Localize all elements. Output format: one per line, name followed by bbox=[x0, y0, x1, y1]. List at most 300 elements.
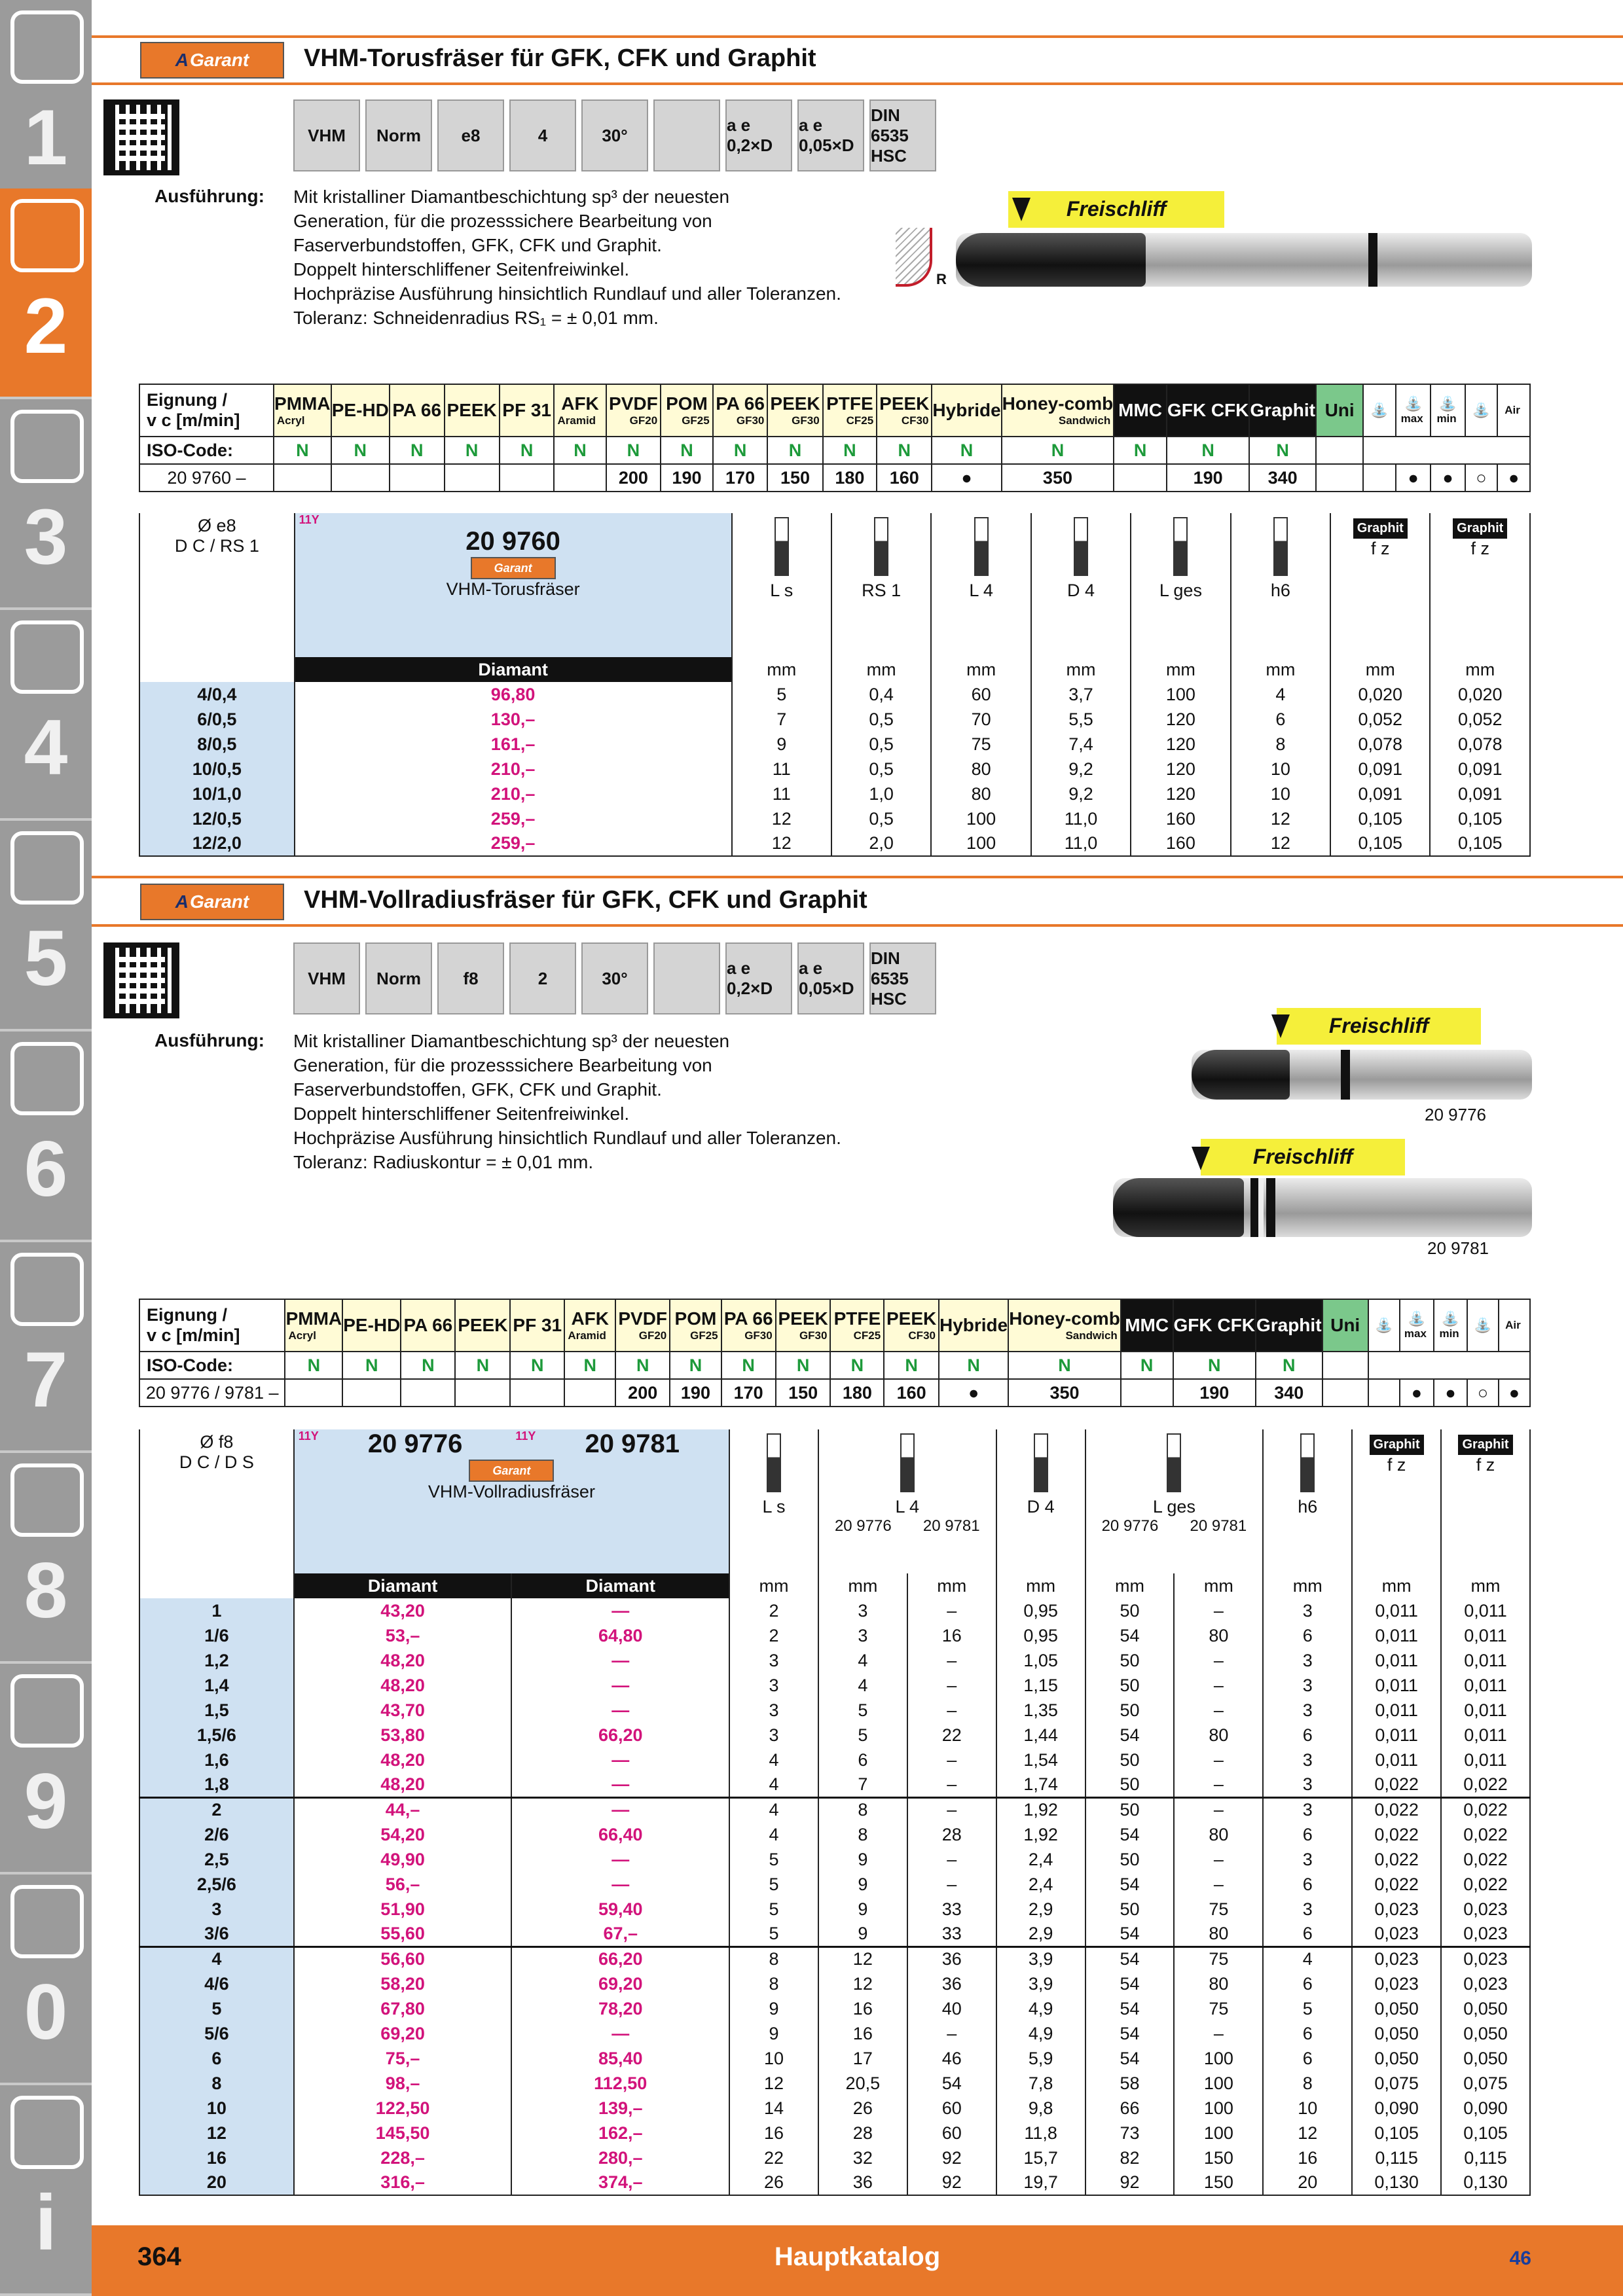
iso-value: N bbox=[721, 1352, 776, 1379]
cell: – bbox=[1174, 1748, 1263, 1772]
material-sub: Acryl bbox=[288, 1329, 316, 1342]
vc-value: 340 bbox=[1256, 1379, 1322, 1407]
material-header bbox=[721, 1299, 776, 1352]
cell: 5,5 bbox=[1031, 707, 1131, 732]
material-grade: CF30 bbox=[908, 1329, 936, 1342]
table-row[interactable] bbox=[139, 1897, 1530, 1922]
cell: – bbox=[907, 1748, 996, 1772]
cell: 150 bbox=[1174, 2145, 1263, 2170]
iso-value: N bbox=[1008, 1352, 1121, 1379]
property-icon-label: a e 0,05×D bbox=[799, 115, 854, 155]
iso-value: N bbox=[877, 437, 932, 464]
cell: 12 bbox=[818, 1971, 907, 1996]
table-row[interactable] bbox=[139, 757, 1530, 781]
iso-value: N bbox=[500, 437, 555, 464]
table-row[interactable] bbox=[139, 1748, 1530, 1772]
cell: 50 bbox=[1085, 1673, 1175, 1698]
vc-value bbox=[455, 1379, 510, 1407]
cell: 92 bbox=[1085, 2170, 1175, 2195]
property-icon-1 bbox=[365, 99, 432, 171]
cell: 0,075 bbox=[1352, 2071, 1441, 2096]
dimension-label: L ges bbox=[1159, 581, 1202, 600]
cell: 0,011 bbox=[1441, 1748, 1530, 1772]
tool-dim-icon bbox=[775, 517, 789, 576]
unit-label: mm bbox=[1131, 657, 1230, 682]
cell: 12 bbox=[732, 831, 831, 856]
iso-value: N bbox=[606, 437, 661, 464]
cell: 48,20 bbox=[294, 1673, 512, 1698]
cell: 6 bbox=[818, 1748, 907, 1772]
chapter-tab-1[interactable] bbox=[0, 188, 92, 399]
cell: 20,5 bbox=[818, 2071, 907, 2096]
cell: 11 bbox=[732, 781, 831, 806]
iso-value bbox=[1316, 437, 1363, 464]
coolant-icon: ⛲ bbox=[1441, 1310, 1460, 1327]
table-row[interactable] bbox=[139, 2121, 1530, 2145]
cell: — bbox=[511, 2021, 729, 2046]
unit-label: mm bbox=[729, 1573, 818, 1598]
material-header bbox=[1114, 384, 1167, 437]
section-rule-bottom bbox=[92, 82, 1623, 85]
sub-label: 20 9776 bbox=[834, 1517, 892, 1535]
cell: 0,091 bbox=[1430, 781, 1530, 806]
chapter-number: 8 bbox=[24, 1547, 68, 1634]
tool-dim-icon bbox=[1034, 1433, 1048, 1492]
cell: 54 bbox=[1085, 2021, 1175, 2046]
sub-label: 20 9781 bbox=[922, 1517, 980, 1535]
vc-value bbox=[342, 1379, 401, 1407]
cell: – bbox=[1174, 1797, 1263, 1822]
material-name: Hybride bbox=[932, 400, 1001, 420]
material-name: PEEK bbox=[778, 1308, 828, 1329]
coolant-value: ○ bbox=[1465, 464, 1498, 492]
cell: 58 bbox=[1085, 2071, 1175, 2096]
radius-profile-icon bbox=[896, 228, 932, 287]
cell: 80 bbox=[1174, 1723, 1263, 1748]
vc-value bbox=[285, 1379, 342, 1407]
cell: 10/1,0 bbox=[139, 781, 295, 806]
ausfuehrung-text bbox=[293, 185, 922, 330]
table-row[interactable] bbox=[139, 1971, 1530, 1996]
graphit-icon: Graphit bbox=[1453, 518, 1507, 539]
vc-value bbox=[554, 464, 606, 492]
cell: – bbox=[907, 1797, 996, 1822]
cell: 54 bbox=[1085, 2046, 1175, 2071]
iso-value: N bbox=[1256, 1352, 1322, 1379]
cell: 20 bbox=[1263, 2170, 1352, 2195]
material-name: PA 66 bbox=[403, 1315, 453, 1335]
vc-value: 180 bbox=[823, 464, 877, 492]
cell: 0,115 bbox=[1352, 2145, 1441, 2170]
dimension-label: L s bbox=[770, 581, 793, 600]
material-name: AFK bbox=[561, 393, 599, 414]
cell: 58,20 bbox=[294, 1971, 512, 1996]
material-header bbox=[1316, 384, 1363, 437]
chapter-number: 1 bbox=[24, 94, 68, 181]
table-row[interactable] bbox=[139, 732, 1530, 757]
table-row[interactable] bbox=[139, 1872, 1530, 1897]
iso-value: N bbox=[1114, 437, 1167, 464]
iso-value: N bbox=[445, 437, 500, 464]
cell: 0,050 bbox=[1352, 2046, 1441, 2071]
cell: 1,5 bbox=[139, 1698, 294, 1723]
cell: 92 bbox=[907, 2170, 996, 2195]
freischliff-arrow-icon bbox=[1192, 1147, 1210, 1170]
cell: 0,090 bbox=[1352, 2096, 1441, 2121]
diameter-class: Ø f8 bbox=[200, 1432, 234, 1452]
code-tag: 11Y bbox=[298, 1429, 319, 1443]
cell: 100 bbox=[1131, 682, 1230, 707]
cell: 0,091 bbox=[1330, 781, 1430, 806]
eignung-label bbox=[139, 384, 274, 437]
cell: 12 bbox=[732, 806, 831, 831]
material-name: GFK CFK bbox=[1173, 1315, 1255, 1335]
cell: 7,8 bbox=[996, 2071, 1085, 2096]
ausfuehrung-line: Faserverbundstoffen, GFK, CFK und Graphit. bbox=[293, 1079, 662, 1100]
cell: 210,– bbox=[295, 781, 732, 806]
tool-name: VHM-Vollradiusfräser bbox=[428, 1482, 595, 1501]
material-name: Uni bbox=[1324, 400, 1355, 420]
vc-value bbox=[274, 464, 331, 492]
cell: 6 bbox=[1231, 707, 1330, 732]
material-name: PA 66 bbox=[723, 1308, 773, 1329]
ausfuehrung-line: Generation, für die prozesssichere Bearbeitung von bbox=[293, 211, 712, 231]
cell: 14 bbox=[729, 2096, 818, 2121]
vc-value bbox=[331, 464, 390, 492]
coolant-empty bbox=[1368, 1352, 1530, 1379]
cell: 228,– bbox=[294, 2145, 512, 2170]
cell: 60 bbox=[931, 682, 1030, 707]
chapter-tab-9[interactable] bbox=[0, 1874, 92, 2085]
cell: 0,050 bbox=[1441, 2046, 1530, 2071]
vc-value: 190 bbox=[670, 1379, 721, 1407]
coolant-header bbox=[1465, 384, 1498, 437]
dimension-header bbox=[831, 513, 931, 657]
material-name: MMC bbox=[1118, 400, 1163, 420]
table-row[interactable] bbox=[139, 831, 1530, 856]
table-row[interactable] bbox=[139, 1996, 1530, 2021]
property-icon-5 bbox=[653, 942, 720, 1014]
cell: 53,– bbox=[294, 1623, 512, 1648]
table-row[interactable] bbox=[139, 1847, 1530, 1872]
material-sub: Aramid bbox=[568, 1329, 606, 1342]
material-grade: GF30 bbox=[736, 414, 765, 427]
code-tag: 11Y bbox=[299, 513, 319, 526]
material-header bbox=[767, 384, 822, 437]
cell: 46 bbox=[907, 2046, 996, 2071]
table-row[interactable] bbox=[139, 2145, 1530, 2170]
material-name: PTFE bbox=[833, 1308, 881, 1329]
cell: 210,– bbox=[295, 757, 732, 781]
cell: – bbox=[907, 2021, 996, 2046]
cell: 43,20 bbox=[294, 1598, 512, 1623]
cell: 16 bbox=[818, 2021, 907, 2046]
cell: 4 bbox=[729, 1822, 818, 1847]
table-row[interactable] bbox=[139, 1723, 1530, 1748]
cell: 36 bbox=[818, 2170, 907, 2195]
eignung-table-2 bbox=[139, 1299, 1531, 1407]
table-row[interactable] bbox=[139, 1648, 1530, 1673]
cell: 150 bbox=[1174, 2170, 1263, 2195]
chapter-tab-7[interactable] bbox=[0, 1453, 92, 1664]
vc-value: 340 bbox=[1249, 464, 1316, 492]
cell: 0,011 bbox=[1441, 1673, 1530, 1698]
cell: 100 bbox=[1174, 2071, 1263, 2096]
material-header bbox=[776, 1299, 831, 1352]
dimension-label: h6 bbox=[1298, 1497, 1318, 1516]
cell: – bbox=[907, 1872, 996, 1897]
unit-label: mm bbox=[1085, 1573, 1175, 1598]
vc-value: ● bbox=[932, 464, 1001, 492]
chapter-icon bbox=[10, 2096, 84, 2169]
cell: 0,023 bbox=[1352, 1922, 1441, 1946]
dimension-header bbox=[1330, 513, 1430, 657]
vc-value: 200 bbox=[606, 464, 661, 492]
cell: – bbox=[907, 1698, 996, 1723]
property-icon-label: 4 bbox=[538, 125, 548, 145]
unit-label: mm bbox=[1174, 1573, 1263, 1598]
table-row[interactable] bbox=[139, 2096, 1530, 2121]
material-grade: CF25 bbox=[853, 1329, 881, 1342]
coolant-header bbox=[1467, 1299, 1499, 1352]
material-grade: GF30 bbox=[799, 1329, 828, 1342]
table-row[interactable] bbox=[139, 781, 1530, 806]
cell: 50 bbox=[1085, 1748, 1175, 1772]
dimension-label: L 4 bbox=[895, 1497, 920, 1516]
cell: 3 bbox=[729, 1673, 818, 1698]
ausfuehrung-line: Hochpräzise Ausführung hinsichtlich Rundlauf und aller Toleranzen. bbox=[293, 1128, 841, 1148]
property-icon-label: f8 bbox=[463, 968, 479, 988]
cell: 0,022 bbox=[1441, 1847, 1530, 1872]
cell: 4/0,4 bbox=[139, 682, 295, 707]
table-row[interactable] bbox=[139, 1623, 1530, 1648]
cell: 145,50 bbox=[294, 2121, 512, 2145]
property-icon-7 bbox=[797, 99, 864, 171]
vc-value bbox=[445, 464, 500, 492]
table-row[interactable] bbox=[139, 2046, 1530, 2071]
cell: 0,050 bbox=[1441, 1996, 1530, 2021]
cell: 11,0 bbox=[1031, 831, 1131, 856]
cell: 60 bbox=[907, 2096, 996, 2121]
material-header bbox=[445, 384, 500, 437]
eignung-table-1 bbox=[139, 384, 1531, 492]
cell: 66,20 bbox=[511, 1946, 729, 1971]
cell: 2 bbox=[729, 1598, 818, 1623]
dimension-label: RS 1 bbox=[862, 581, 902, 600]
cell: 6 bbox=[1263, 1723, 1352, 1748]
cell: 0,95 bbox=[996, 1598, 1085, 1623]
ausfuehrung-line: Mit kristalliner Diamantbeschichtung sp³ der neuesten bbox=[293, 1031, 730, 1051]
table-row[interactable] bbox=[139, 1922, 1530, 1946]
chapter-tab-10[interactable] bbox=[0, 2085, 92, 2296]
cell: 15,7 bbox=[996, 2145, 1085, 2170]
qr-code[interactable] bbox=[103, 99, 179, 175]
table-row[interactable] bbox=[139, 1598, 1530, 1623]
chapter-tab-8[interactable] bbox=[0, 1664, 92, 1874]
chapter-icon bbox=[10, 1885, 84, 1958]
cell: 0,023 bbox=[1441, 1922, 1530, 1946]
dimension-label: f z bbox=[1476, 1455, 1495, 1475]
coolant-icon: ⛲ bbox=[1474, 1317, 1492, 1333]
iso-value: N bbox=[830, 1352, 884, 1379]
cell: 0,011 bbox=[1352, 1698, 1441, 1723]
cell: 75 bbox=[931, 732, 1030, 757]
cell: 80 bbox=[1174, 1623, 1263, 1648]
chapter-icon bbox=[10, 620, 84, 694]
table-row[interactable] bbox=[139, 2170, 1530, 2195]
chapter-tab-6[interactable] bbox=[0, 1242, 92, 1453]
material-header bbox=[606, 384, 661, 437]
graphit-icon: Graphit bbox=[1353, 518, 1408, 539]
coolant-header bbox=[1497, 384, 1530, 437]
table-row[interactable] bbox=[139, 806, 1530, 831]
vc-value: 160 bbox=[877, 464, 932, 492]
chapter-tab-4[interactable] bbox=[0, 821, 92, 1031]
chapter-icon bbox=[10, 1042, 84, 1115]
cell: 3,9 bbox=[996, 1946, 1085, 1971]
cell: 3 bbox=[1263, 1673, 1352, 1698]
coating-header: Diamant bbox=[511, 1573, 729, 1598]
material-header bbox=[564, 1299, 615, 1352]
chapter-tab-5[interactable] bbox=[0, 1031, 92, 1242]
garant-logo: Garant bbox=[469, 1460, 554, 1482]
coolant-icon: ⛲ bbox=[1408, 1310, 1426, 1327]
table-row[interactable] bbox=[139, 682, 1530, 707]
table-row[interactable] bbox=[139, 1772, 1530, 1797]
eignung-label-line: Eignung / bbox=[147, 390, 227, 410]
cell: 96,80 bbox=[295, 682, 732, 707]
unit-label: mm bbox=[818, 1573, 907, 1598]
cell: 259,– bbox=[295, 806, 732, 831]
eignung-label bbox=[139, 1299, 285, 1352]
coolant-icon: ⛲ bbox=[1370, 402, 1389, 418]
chapter-number: 6 bbox=[24, 1125, 68, 1213]
cell: 12 bbox=[818, 1946, 907, 1971]
property-icon-label: DIN 6535 HSC bbox=[871, 948, 909, 1009]
cell: 1,8 bbox=[139, 1772, 294, 1797]
table-row[interactable] bbox=[139, 2021, 1530, 2046]
vc-value: 150 bbox=[767, 464, 822, 492]
cell: 0,011 bbox=[1352, 1673, 1441, 1698]
coolant-label: Air bbox=[1505, 1319, 1521, 1331]
cell: 8 bbox=[818, 1822, 907, 1847]
cell: 9,8 bbox=[996, 2096, 1085, 2121]
vc-value: 170 bbox=[713, 464, 768, 492]
chapter-tab-3[interactable] bbox=[0, 610, 92, 821]
table-row[interactable] bbox=[139, 707, 1530, 732]
cell: 8/0,5 bbox=[139, 732, 295, 757]
cell: 100 bbox=[931, 831, 1030, 856]
cell: 3 bbox=[818, 1598, 907, 1623]
cell: 12/0,5 bbox=[139, 806, 295, 831]
article-code: 20 9760 – bbox=[139, 464, 274, 492]
cell: 75 bbox=[1174, 1897, 1263, 1922]
cell: 50 bbox=[1085, 1598, 1175, 1623]
cell: 10 bbox=[729, 2046, 818, 2071]
cell: – bbox=[1174, 1872, 1263, 1897]
cell: 3 bbox=[818, 1623, 907, 1648]
cell: 67,– bbox=[511, 1922, 729, 1946]
material-name: POM bbox=[666, 393, 708, 414]
table-row[interactable] bbox=[139, 1797, 1530, 1822]
vc-value: 350 bbox=[1008, 1379, 1121, 1407]
qr-code[interactable] bbox=[103, 942, 179, 1018]
coolant-label: max bbox=[1404, 1327, 1427, 1340]
cell: 0,011 bbox=[1441, 1648, 1530, 1673]
cell: 0,011 bbox=[1352, 1598, 1441, 1623]
table-row[interactable] bbox=[139, 2071, 1530, 2096]
cell: 0,022 bbox=[1441, 1797, 1530, 1822]
cell: 2/6 bbox=[139, 1822, 294, 1847]
cell: 280,– bbox=[511, 2145, 729, 2170]
cell: 0,078 bbox=[1430, 732, 1530, 757]
cell: 2 bbox=[729, 1623, 818, 1648]
vc-value: 150 bbox=[776, 1379, 831, 1407]
dimension-label: f z bbox=[1470, 539, 1489, 558]
material-name: PE-HD bbox=[331, 400, 389, 420]
dimension-header bbox=[1263, 1429, 1352, 1573]
material-grade: GF20 bbox=[629, 414, 658, 427]
cell: 0,95 bbox=[996, 1623, 1085, 1648]
material-header bbox=[500, 384, 555, 437]
table-row[interactable] bbox=[139, 1698, 1530, 1723]
table-row[interactable] bbox=[139, 1946, 1530, 1971]
cell: 3 bbox=[1263, 1772, 1352, 1797]
cell: 1,35 bbox=[996, 1698, 1085, 1723]
cell: 8 bbox=[729, 1946, 818, 1971]
cell: 0,105 bbox=[1430, 831, 1530, 856]
cell: 26 bbox=[818, 2096, 907, 2121]
property-icon-6 bbox=[725, 99, 792, 171]
tool-b-code: 20 9781 bbox=[1427, 1238, 1489, 1258]
cell: 54,20 bbox=[294, 1822, 512, 1847]
material-grade: Sandwich bbox=[1065, 1329, 1118, 1342]
cell: 54 bbox=[1085, 1996, 1175, 2021]
cell: 2,0 bbox=[831, 831, 931, 856]
chapter-tab-2[interactable] bbox=[0, 399, 92, 610]
iso-value: N bbox=[342, 1352, 401, 1379]
material-header bbox=[713, 384, 768, 437]
chapter-tab-0[interactable] bbox=[0, 0, 92, 211]
coolant-empty bbox=[1363, 437, 1530, 464]
table-row[interactable] bbox=[139, 1673, 1530, 1698]
tool-dim-icon bbox=[1167, 1433, 1181, 1492]
table-row[interactable] bbox=[139, 1822, 1530, 1847]
cell: 16 bbox=[729, 2121, 818, 2145]
ausfuehrung-label: Ausführung: bbox=[155, 186, 264, 206]
cell: 50 bbox=[1085, 1897, 1175, 1922]
iso-value: N bbox=[455, 1352, 510, 1379]
cell: 4 bbox=[729, 1797, 818, 1822]
cell: 5 bbox=[139, 1996, 294, 2021]
cell: 6 bbox=[1263, 1971, 1352, 1996]
unit-label: mm bbox=[996, 1573, 1085, 1598]
cell: 3 bbox=[729, 1723, 818, 1748]
property-icon-8 bbox=[869, 942, 936, 1014]
cell: 5 bbox=[729, 1847, 818, 1872]
cell: – bbox=[1174, 1698, 1263, 1723]
property-icon-4 bbox=[581, 99, 648, 171]
cell: — bbox=[511, 1673, 729, 1698]
freischliff-label: Freischliff bbox=[1008, 191, 1224, 228]
dimension-label: L ges bbox=[1152, 1497, 1195, 1516]
cell: – bbox=[907, 1772, 996, 1797]
iso-value: N bbox=[401, 1352, 455, 1379]
material-name: GFK CFK bbox=[1167, 400, 1249, 420]
iso-value: N bbox=[776, 1352, 831, 1379]
iso-value: N bbox=[939, 1352, 1008, 1379]
cell: 69,20 bbox=[294, 2021, 512, 2046]
